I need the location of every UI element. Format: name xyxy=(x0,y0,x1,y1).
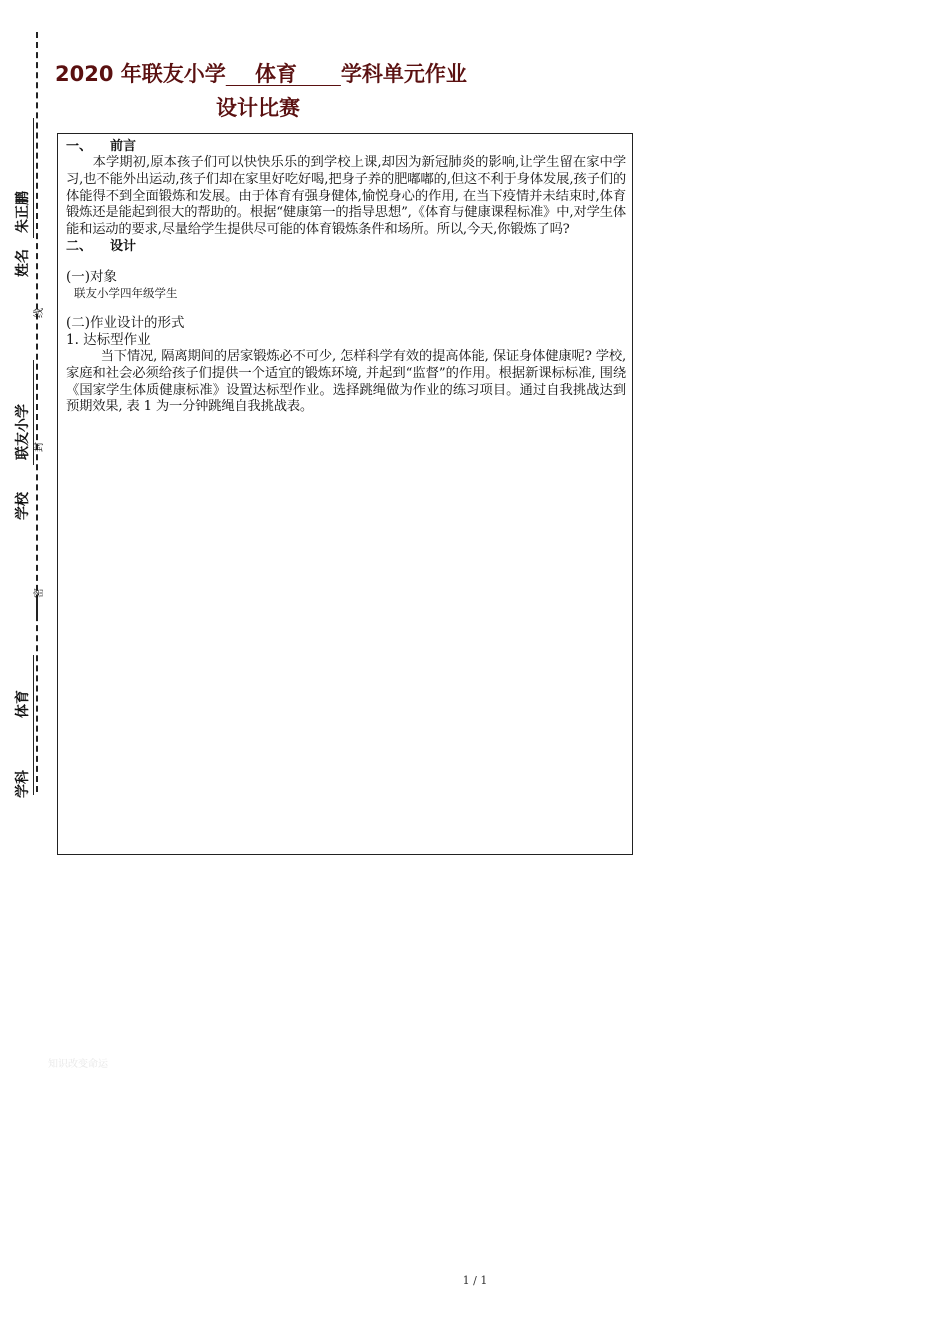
margin-school-label: 学校 xyxy=(15,492,31,520)
margin-mi: 密 xyxy=(34,588,45,598)
page-number: 1 / 1 xyxy=(462,1274,488,1287)
section1-title: 前言 xyxy=(110,139,137,154)
margin-name-label: 姓名 xyxy=(15,249,31,277)
margin-xian: 线 xyxy=(34,308,45,318)
title-part2: 学科单元作业 xyxy=(340,62,467,86)
name-underline xyxy=(33,118,34,238)
sub1-title: (一)对象 xyxy=(66,268,118,285)
section1-text: 本学期初,原本孩子们可以快快乐乐的到学校上课,却因为新冠肺炎的影响,让学生留在家中学习,也不能外出运动,孩子们却在家里好吃好喝,把身子养的肥嘟嘟的,但这不利于身体发展,孩子们的体能得不到全面锻炼和发展。由于体育有强身健体,愉悦身心的作用, 在当下疫情并未结束时,体育锻炼还是能起到很大的帮助的。根据“健康第一的指导思想”,《体育与健康课程标准》中,对学生体能和运动的要求,尽量给学生提供尽可能的体育锻炼条件和场所。所以,今天,你锻炼了吗? xyxy=(66,155,626,238)
margin-name-value: 朱正鹏 xyxy=(15,191,31,233)
section2-number: 二、 xyxy=(66,238,93,254)
margin-school-value: 联友小学 xyxy=(15,404,31,460)
mi-mark xyxy=(36,600,38,620)
section2-heading xyxy=(66,239,626,255)
section1-number: 一、 xyxy=(66,139,93,154)
section2-title: 设计 xyxy=(110,238,137,254)
sub1-text: 联友小学四年级学生 xyxy=(74,285,178,300)
item1-title: 1. 达标型作业 xyxy=(66,331,151,348)
title-subject: 体育 xyxy=(255,62,298,86)
section1-heading xyxy=(66,139,626,155)
document-title xyxy=(55,58,467,88)
binding-dashed-line xyxy=(36,32,38,792)
watermark-text: 知识改变命运 xyxy=(48,1059,108,1070)
title-part1: 2020 年联友小学 xyxy=(55,62,226,86)
margin-subject-value: 体育 xyxy=(15,690,31,718)
sub2-title: (二)作业设计的形式 xyxy=(66,314,185,331)
content-box xyxy=(57,133,633,855)
margin-feng: 封 xyxy=(34,442,45,452)
item1-text: 当下情况, 隔离期间的居家锻炼必不可少, 怎样科学有效的提高体能, 保证身体健康呢? 学校, 家庭和社会必须给孩子们提供一个适宜的锻炼环境, 并起到“监督”的作用。根据新课标标准, 围绕《国家学生体质健康标准》设置达标型作业。选择跳绳做为作业的练习项目。通过自我挑战达到预期效果, 表 1 为一分钟跳绳自我挑战表。 xyxy=(66,348,626,415)
document-subtitle: 设计比赛 xyxy=(216,96,300,120)
margin-subject-label: 学科 xyxy=(15,770,31,798)
subject-underline xyxy=(33,655,34,795)
